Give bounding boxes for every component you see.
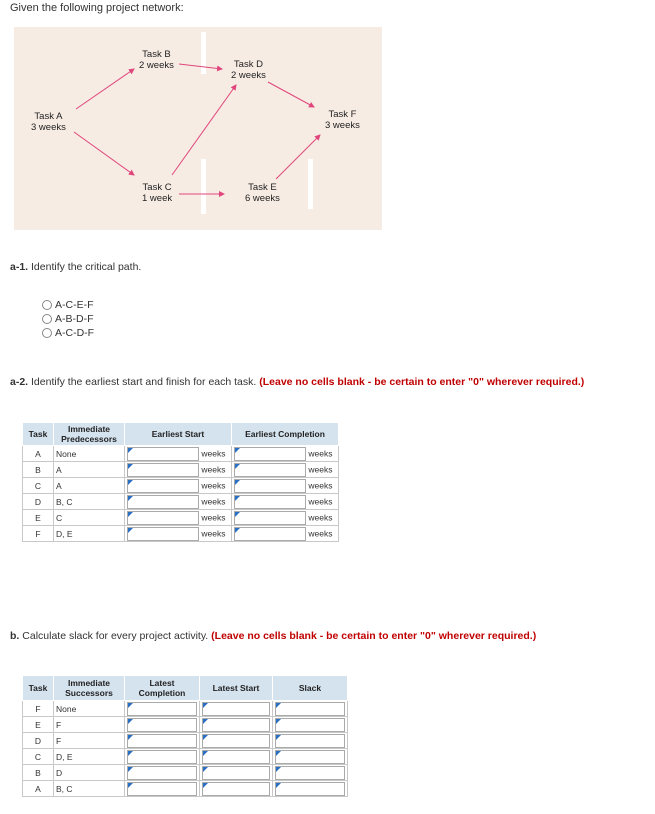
predecessors-cell: A: [54, 478, 125, 494]
task-d-node: Task D 2 weeks: [231, 59, 266, 81]
table-row: [23, 510, 339, 526]
divider-bar: [201, 32, 206, 74]
task-cell: C: [23, 478, 54, 494]
units-label: weeks: [308, 495, 333, 506]
latest-start-cell: [200, 765, 273, 781]
option-a-b-d-f[interactable]: [42, 312, 94, 326]
flag-icon: [203, 735, 208, 740]
slack-input[interactable]: [275, 702, 345, 716]
flag-icon: [128, 719, 133, 724]
latest-completion-cell: [125, 717, 200, 733]
task-cell: F: [23, 701, 54, 717]
flag-icon: [203, 783, 208, 788]
col-earliest-completion: Earliest Completion: [232, 423, 339, 446]
latest-completion-input[interactable]: [127, 782, 197, 796]
flag-icon: [203, 751, 208, 756]
flag-icon: [276, 703, 281, 708]
flag-icon: [276, 751, 281, 756]
earliest-start-input[interactable]: [127, 511, 199, 525]
earliest-completion-input[interactable]: [234, 527, 306, 541]
col-earliest-start: Earliest Start: [125, 423, 232, 446]
question-a2-emphasis: (Leave no cells blank - be certain to enter "0" wherever required.): [259, 376, 585, 388]
latest-start-cell: [200, 701, 273, 717]
table-row: [23, 494, 339, 510]
table-row: [23, 526, 339, 542]
question-a2-label: a-2.: [10, 376, 29, 388]
task-c-node: Task C 1 week: [142, 182, 173, 204]
flag-icon: [235, 480, 240, 485]
units-label: weeks: [201, 479, 226, 490]
arrow-d-f: [268, 82, 314, 107]
flag-icon: [235, 448, 240, 453]
question-a2-text: Identify the earliest start and finish for each task.: [31, 376, 257, 388]
table-row: [23, 462, 339, 478]
latest-start-input[interactable]: [202, 734, 270, 748]
slack-cell: [273, 701, 348, 717]
units-label: weeks: [308, 511, 333, 522]
flag-icon: [203, 767, 208, 772]
slack-input[interactable]: [275, 766, 345, 780]
flag-icon: [235, 528, 240, 533]
radio-icon[interactable]: [42, 300, 52, 310]
arrow-a-c: [74, 132, 134, 175]
units-label: weeks: [308, 479, 333, 490]
predecessors-cell: B, C: [54, 494, 125, 510]
earliest-start-input[interactable]: [127, 479, 199, 493]
slack-cell: [273, 733, 348, 749]
predecessors-cell: D, E: [54, 526, 125, 542]
units-label: weeks: [201, 463, 226, 474]
option-label: A-C-D-F: [55, 327, 95, 339]
latest-completion-input[interactable]: [127, 702, 197, 716]
question-b-text: Calculate slack for every project activity.: [22, 630, 209, 642]
arrow-b-d: [179, 64, 222, 69]
flag-icon: [128, 480, 133, 485]
flag-icon: [276, 735, 281, 740]
task-a-node: Task A 3 weeks: [31, 111, 66, 133]
question-a1: [10, 261, 141, 273]
flag-icon: [128, 751, 133, 756]
task-cell: E: [23, 717, 54, 733]
arrow-a-b: [76, 69, 134, 109]
earliest-start-input[interactable]: [127, 447, 199, 461]
earliest-start-cell: [125, 478, 232, 494]
slack-input[interactable]: [275, 734, 345, 748]
successors-cell: None: [54, 701, 125, 717]
earliest-start-cell: [125, 446, 232, 462]
flag-icon: [128, 512, 133, 517]
divider-bar: [201, 159, 206, 214]
arrow-e-f: [276, 135, 320, 179]
latest-start-input[interactable]: [202, 766, 270, 780]
earliest-start-cell: [125, 494, 232, 510]
earliest-times-table: [22, 422, 339, 542]
earliest-completion-cell: [232, 526, 339, 542]
question-b-label: b.: [10, 630, 20, 642]
col-successors: Immediate Successors: [54, 676, 125, 701]
flag-icon: [128, 448, 133, 453]
latest-completion-input[interactable]: [127, 718, 197, 732]
option-a-c-d-f[interactable]: [42, 326, 94, 340]
task-cell: B: [23, 462, 54, 478]
flag-icon: [128, 735, 133, 740]
col-task: Task: [23, 676, 54, 701]
latest-start-input[interactable]: [202, 782, 270, 796]
table-row: [23, 733, 348, 749]
successors-cell: D, E: [54, 749, 125, 765]
earliest-start-input[interactable]: [127, 495, 199, 509]
latest-completion-cell: [125, 765, 200, 781]
table-row: [23, 478, 339, 494]
task-cell: E: [23, 510, 54, 526]
units-label: weeks: [201, 495, 226, 506]
question-b-emphasis: (Leave no cells blank - be certain to enter "0" wherever required.): [211, 630, 537, 642]
critical-path-options: [42, 298, 94, 340]
earliest-completion-input[interactable]: [234, 463, 306, 477]
table-row: [23, 781, 348, 797]
option-label: A-C-E-F: [55, 299, 94, 311]
slack-input[interactable]: [275, 718, 345, 732]
latest-start-input[interactable]: [202, 750, 270, 764]
earliest-completion-input[interactable]: [234, 495, 306, 509]
earliest-start-input[interactable]: [127, 527, 199, 541]
successors-cell: B, C: [54, 781, 125, 797]
predecessors-cell: None: [54, 446, 125, 462]
flag-icon: [128, 783, 133, 788]
table-row: [23, 717, 348, 733]
latest-start-cell: [200, 781, 273, 797]
slack-cell: [273, 717, 348, 733]
slack-cell: [273, 781, 348, 797]
units-label: weeks: [308, 463, 333, 474]
flag-icon: [276, 783, 281, 788]
flag-icon: [235, 496, 240, 501]
successors-cell: D: [54, 765, 125, 781]
question-a1-text: Identify the critical path.: [31, 261, 142, 273]
col-latest-start: Latest Start: [200, 676, 273, 701]
latest-completion-cell: [125, 781, 200, 797]
flag-icon: [235, 512, 240, 517]
intro-text: Given the following project network:: [10, 2, 184, 14]
slack-input[interactable]: [275, 782, 345, 796]
predecessors-cell: A: [54, 462, 125, 478]
successors-cell: F: [54, 733, 125, 749]
earliest-start-cell: [125, 462, 232, 478]
col-predecessors: Immediate Predecessors: [54, 423, 125, 446]
latest-completion-input[interactable]: [127, 750, 197, 764]
question-a1-label: a-1.: [10, 261, 29, 273]
latest-completion-cell: [125, 733, 200, 749]
earliest-completion-cell: [232, 478, 339, 494]
successors-cell: F: [54, 717, 125, 733]
option-a-c-e-f[interactable]: [42, 298, 94, 312]
task-cell: D: [23, 494, 54, 510]
task-e-node: Task E 6 weeks: [245, 182, 280, 204]
earliest-completion-input[interactable]: [234, 511, 306, 525]
latest-start-input[interactable]: [202, 702, 270, 716]
col-latest-completion: Latest Completion: [125, 676, 200, 701]
table-row: [23, 446, 339, 462]
task-cell: B: [23, 765, 54, 781]
earliest-start-input[interactable]: [127, 463, 199, 477]
earliest-completion-input[interactable]: [234, 447, 306, 461]
earliest-completion-cell: [232, 446, 339, 462]
earliest-completion-cell: [232, 462, 339, 478]
table-row: [23, 701, 348, 717]
flag-icon: [128, 703, 133, 708]
task-b-node: Task B 2 weeks: [139, 49, 174, 71]
question-b: [10, 630, 650, 642]
flag-icon: [203, 719, 208, 724]
task-cell: A: [23, 781, 54, 797]
predecessors-cell: C: [54, 510, 125, 526]
slack-cell: [273, 765, 348, 781]
flag-icon: [203, 703, 208, 708]
earliest-completion-cell: [232, 510, 339, 526]
units-label: weeks: [201, 447, 226, 458]
latest-completion-input[interactable]: [127, 766, 197, 780]
slack-table: [22, 675, 348, 797]
flag-icon: [235, 464, 240, 469]
task-cell: F: [23, 526, 54, 542]
earliest-completion-input[interactable]: [234, 479, 306, 493]
col-task: Task: [23, 423, 54, 446]
latest-completion-cell: [125, 749, 200, 765]
divider-bar: [308, 159, 313, 209]
table-row: [23, 765, 348, 781]
latest-start-cell: [200, 749, 273, 765]
task-cell: C: [23, 749, 54, 765]
latest-completion-input[interactable]: [127, 734, 197, 748]
flag-icon: [128, 528, 133, 533]
flag-icon: [128, 464, 133, 469]
question-a2: [10, 376, 650, 388]
earliest-completion-cell: [232, 494, 339, 510]
latest-start-input[interactable]: [202, 718, 270, 732]
radio-icon[interactable]: [42, 314, 52, 324]
flag-icon: [128, 496, 133, 501]
col-slack: Slack: [273, 676, 348, 701]
latest-completion-cell: [125, 701, 200, 717]
latest-start-cell: [200, 733, 273, 749]
task-cell: D: [23, 733, 54, 749]
radio-icon[interactable]: [42, 328, 52, 338]
task-cell: A: [23, 446, 54, 462]
flag-icon: [128, 767, 133, 772]
latest-start-cell: [200, 717, 273, 733]
flag-icon: [276, 719, 281, 724]
slack-input[interactable]: [275, 750, 345, 764]
flag-icon: [276, 767, 281, 772]
table-row: [23, 749, 348, 765]
earliest-start-cell: [125, 526, 232, 542]
task-f-node: Task F 3 weeks: [325, 109, 360, 131]
slack-cell: [273, 749, 348, 765]
option-label: A-B-D-F: [55, 313, 94, 325]
project-network-diagram: [14, 27, 382, 230]
units-label: weeks: [308, 527, 333, 538]
earliest-start-cell: [125, 510, 232, 526]
units-label: weeks: [201, 527, 226, 538]
units-label: weeks: [308, 447, 333, 458]
units-label: weeks: [201, 511, 226, 522]
